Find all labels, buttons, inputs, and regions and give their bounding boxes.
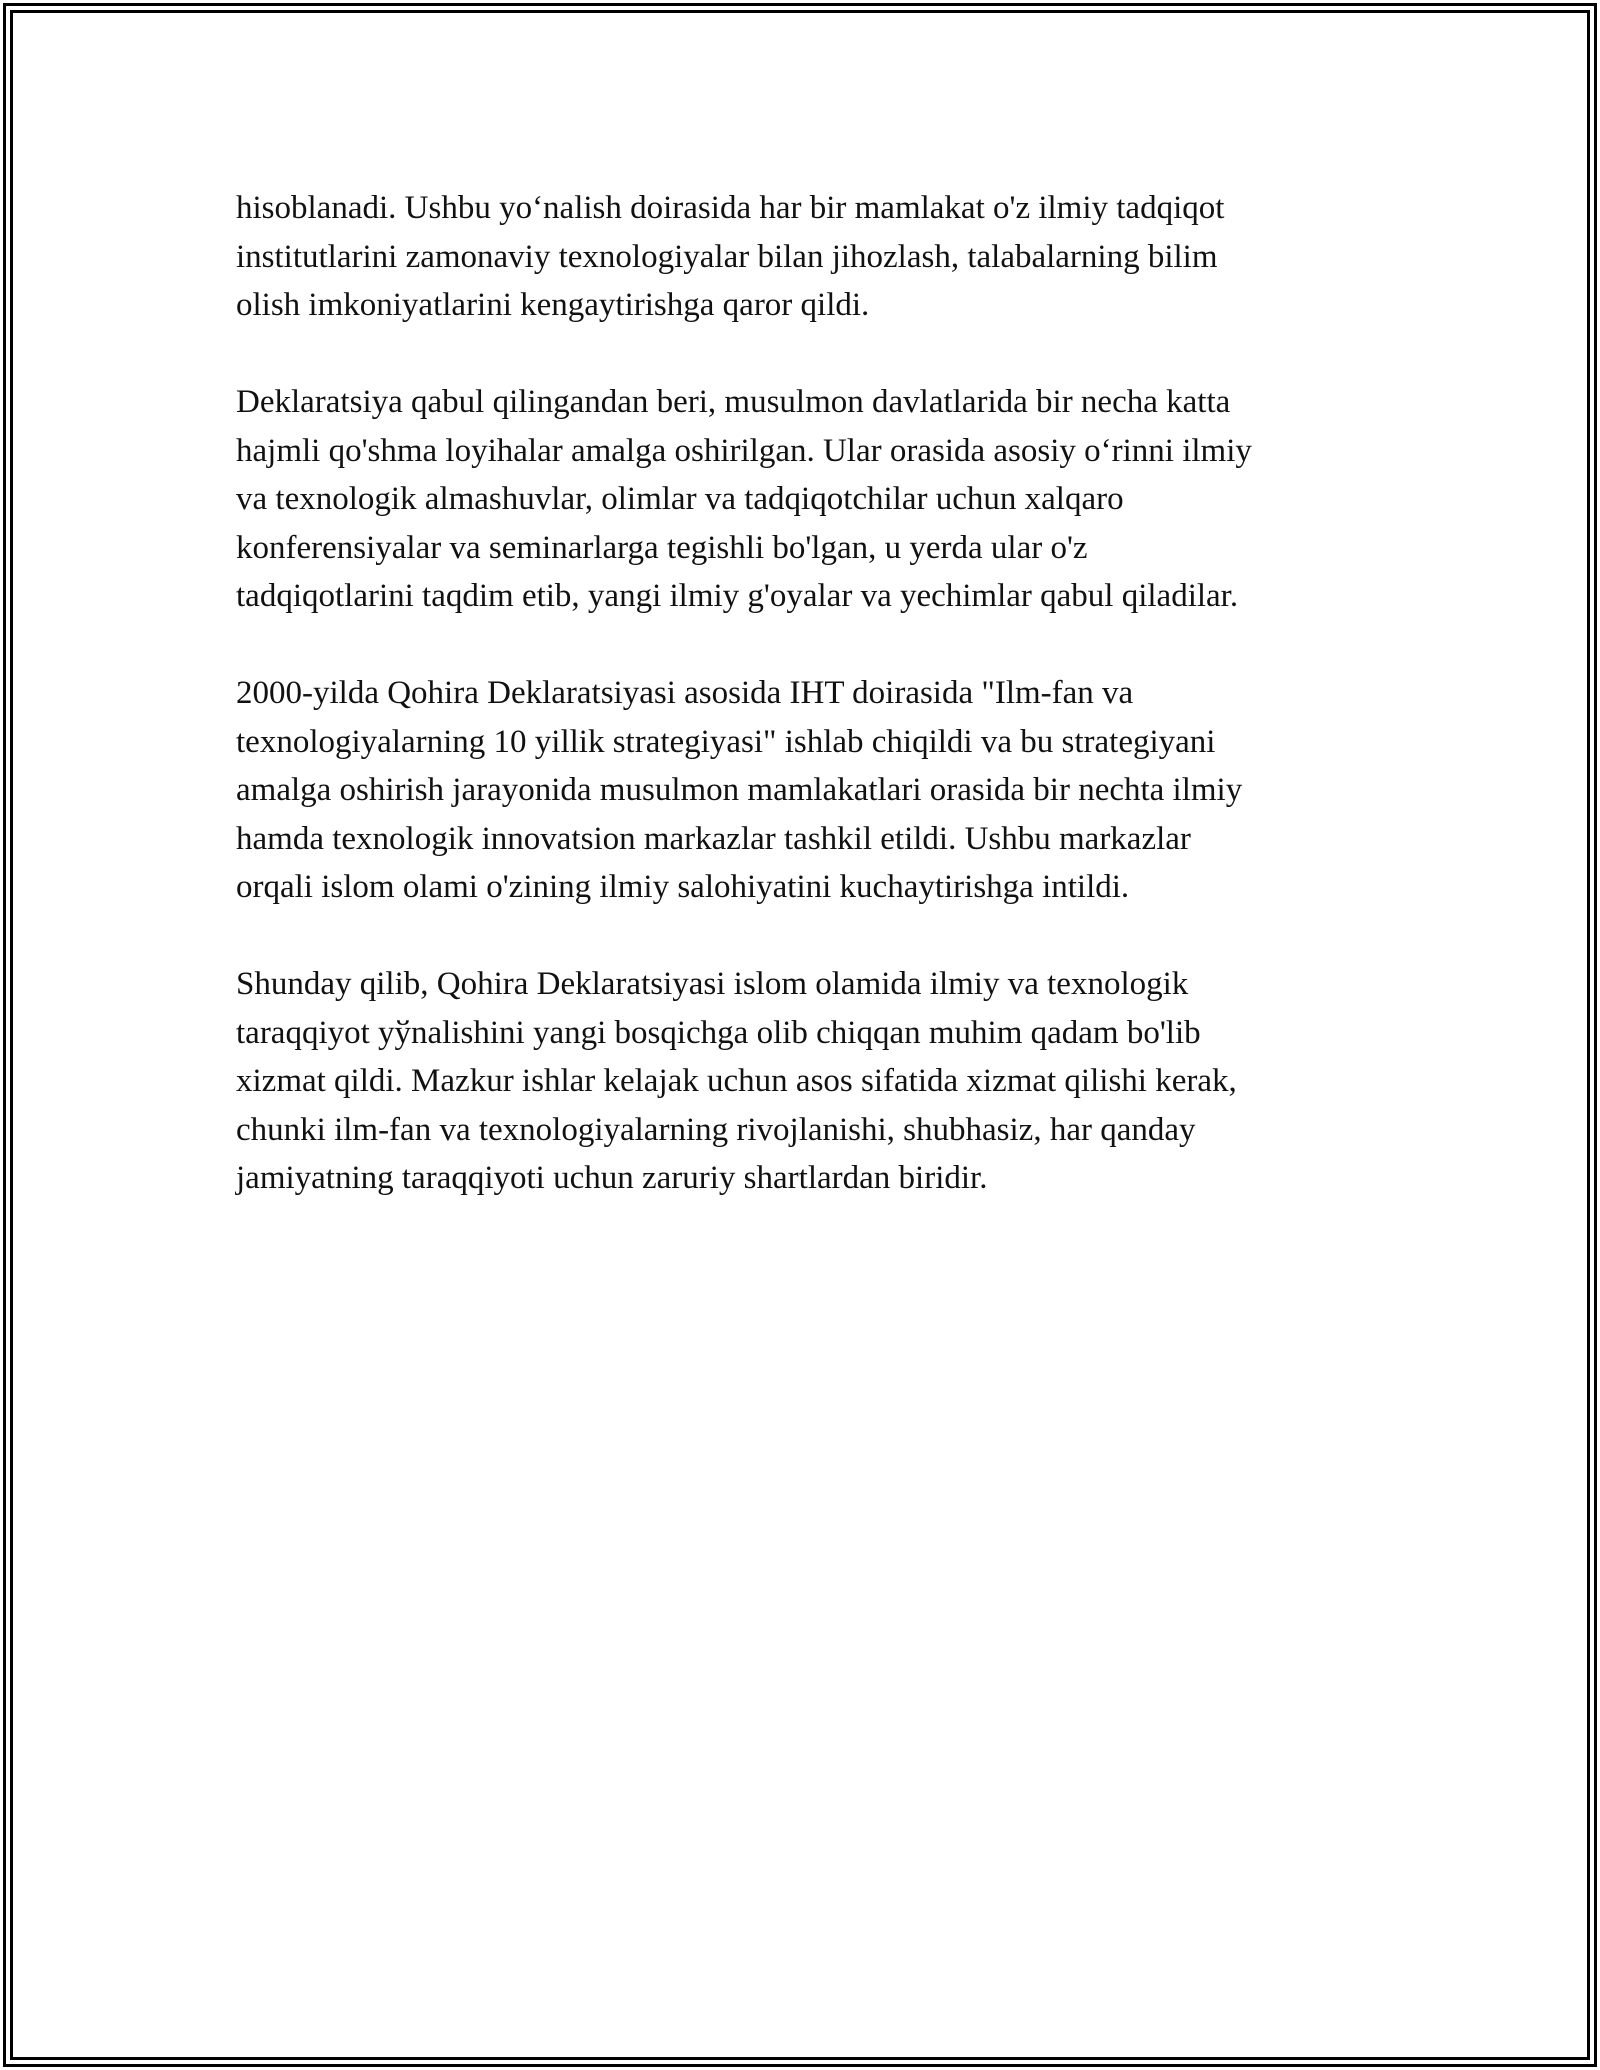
text-line: taraqqiyot yўnalishini yangi bosqichga olib chiqqan muhim qadam bo'lib (236, 1014, 1201, 1051)
text-line: amalga oshirish jarayonida musulmon mamlakatlari orasida bir nechta ilmiy (236, 772, 1243, 808)
text-line: va texnologik almashuvlar, olimlar va tadqiqotchilar uchun xalqaro (236, 481, 1124, 517)
document-body (236, 184, 1386, 1251)
text-line: hamda texnologik innovatsion markazlar tashkil etildi. Ushbu markazlar (236, 820, 1191, 857)
text-line: jamiyatning taraqqiyoti uchun zaruriy shartlardan biridir. (236, 1160, 988, 1196)
text-line: institutlarini zamonaviy texnologiyalar bilan jihozlash, talabalarning bilim (236, 238, 1218, 275)
text-line: 2000-yilda Qohira Deklaratsiyasi asosida IHT doirasida "Ilm-fan va (236, 675, 1134, 711)
text-line: orqali islom olami o'zining ilmiy salohiyatini kuchaytirishga intildi. (236, 869, 1130, 905)
text-line: xizmat qildi. Mazkur ishlar kelajak uchun asos sifatida xizmat qilishi kerak, (236, 1063, 1237, 1099)
paragraph-1 (236, 184, 1386, 330)
text-line: hajmli qo'shma loyihalar amalga oshirilgan. Ular orasida asosiy o‘rinni ilmiy (236, 432, 1252, 469)
text-line: tadqiqotlarini taqdim etib, yangi ilmiy g'oyalar va yechimlar qabul qiladilar. (236, 578, 1239, 614)
paragraph-4 (236, 960, 1386, 1203)
text-line: olish imkoniyatlarini kengaytirishga qaror qildi. (236, 287, 870, 323)
text-line: chunki ilm-fan va texnologiyalarning rivojlanishi, shubhasiz, har qanday (236, 1111, 1196, 1148)
text-line: Shunday qilib, Qohira Deklaratsiyasi islom olamida ilmiy va texnologik (236, 966, 1189, 1002)
text-line: texnologiyalarning 10 yillik strategiyasi" ishlab chiqildi va bu strategiyani (236, 723, 1216, 760)
paragraph-3 (236, 669, 1386, 912)
text-line: Deklaratsiya qabul qilingandan beri, musulmon davlatlarida bir necha katta (236, 384, 1231, 420)
text-line: hisoblanadi. Ushbu yo‘nalish doirasida har bir mamlakat o'z ilmiy tadqiqot (236, 190, 1225, 226)
text-line: konferensiyalar va seminarlarga tegishli bo'lgan, u yerda ular o'z (236, 529, 1088, 566)
paragraph-2 (236, 378, 1386, 621)
